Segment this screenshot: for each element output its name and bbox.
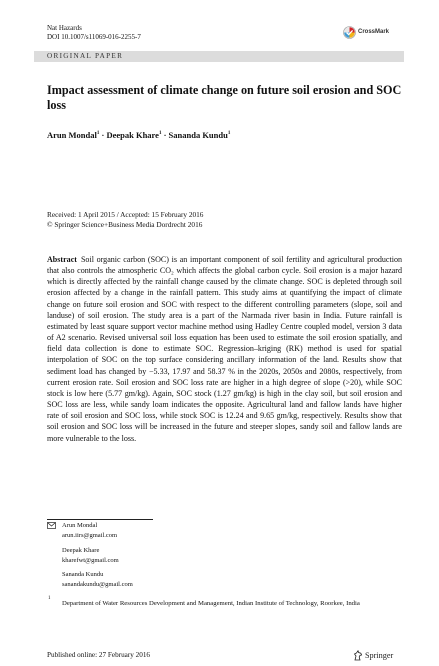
envelope-icon [47,522,56,529]
crossmark-icon [343,26,356,39]
abstract-text: Soil organic carbon (SOC) is an important component of soil fertility and agricultural production that also controls the atmospheric CO₂ which affects the global carbon cycle. Soil erosion is a major hazard which is directly affected by the rainfall change caused by the climate change. SOC is depleted through soil erosion affected by a change in the rainfall pattern. This study aims at quantifying the impact of climate change on future soil erosion and SOC with respect to the different controlling parameters (slope, soil and landuse) of soil erosion. The study area is a part of the Narmada river basin in India. Future rainfall is estimated by least square support vector machine method using Hadley Centre coupled model, version 3 data of A2 scenario. Revised universal soil loss equation has been used to estimate the soil erosion spatially, and field data collection is done to estimate SOC. Regression–kriging (RK) method is used for spatial interpolation of SOC on the top surface considering ancillary information of the land. Results show that sediment load has changed by −5.33, 17.97 and 58.37 % in the 2020s, 2050s and 2080s, respectively, from current erosion rate. Soil erosion and SOC loss rate are higher in a high degree of slope (>20), while SOC stock is low here (5.77 gm/kg). Again, SOC stock (1.27 gm/kg) is high in the clay soil, but soil erosion and SOC loss are less, while sandy loam indicates the opposite. Agricultural land and fallow lands have higher rate of soil erosion and SOC loss, while stock SOC is 12.24 and 9.65 gm/kg, respectively. Results show that soil erosion and SOC loss will be increased in the future and steeper slopes, sandy soil and fallow lands are more vulnerable to the loss. [47,255,402,443]
copyright: © Springer Science+Business Media Dordrecht 2016 [47,220,203,229]
contact-email[interactable]: arun.iirs@gmail.com [62,531,118,539]
contact-email[interactable]: kharefwt@gmail.com [62,556,119,564]
contact-entry [62,570,133,589]
contact-name: Sananda Kundu [62,571,104,578]
doi[interactable]: DOI 10.1007/s11069-016-2255-7 [47,33,141,41]
author-list [47,130,230,140]
affiliation-text: Department of Water Resources Development and Management, Indian Institute of Technology, Roorkee, India [62,600,360,607]
affiliation-number: 1 [48,596,51,601]
contact-name: Deepak Khare [62,547,100,554]
published-online: Published online: 27 February 2016 [47,651,151,659]
contact-name: Arun Mondal [62,522,98,529]
crossmark-label: CrossMark [358,29,390,35]
author-name: Sananda Kundu [168,130,228,140]
springer-horse-icon [353,650,363,661]
contact-email[interactable]: sanandakundu@gmail.com [62,580,133,588]
affil-mark: 1 [96,131,100,137]
abstract [47,254,402,444]
journal-header [47,24,141,42]
author-separator: · [163,130,167,140]
springer-logo[interactable] [353,649,393,662]
contact-entry [62,521,117,540]
contact-entry [62,546,119,565]
section-label: ORIGINAL PAPER [47,52,124,60]
affil-mark: 1 [158,131,162,137]
section-bar [34,51,404,62]
journal-name: Nat Hazards [47,24,82,32]
author-name: Arun Mondal [47,130,97,140]
author-name: Deepak Khare [106,130,159,140]
crossmark-badge[interactable] [343,25,393,39]
footnote-rule [47,519,153,520]
paper-title: Impact assessment of climate change on future soil erosion and SOC loss [47,83,402,112]
publisher-name: Springer [365,651,394,660]
author-separator: · [101,130,105,140]
abstract-heading: Abstract [47,255,77,264]
received-accepted: Received: 1 April 2015 / Accepted: 15 February 2016 [47,210,204,219]
dates-block [47,210,203,230]
affil-mark: 1 [227,131,231,137]
